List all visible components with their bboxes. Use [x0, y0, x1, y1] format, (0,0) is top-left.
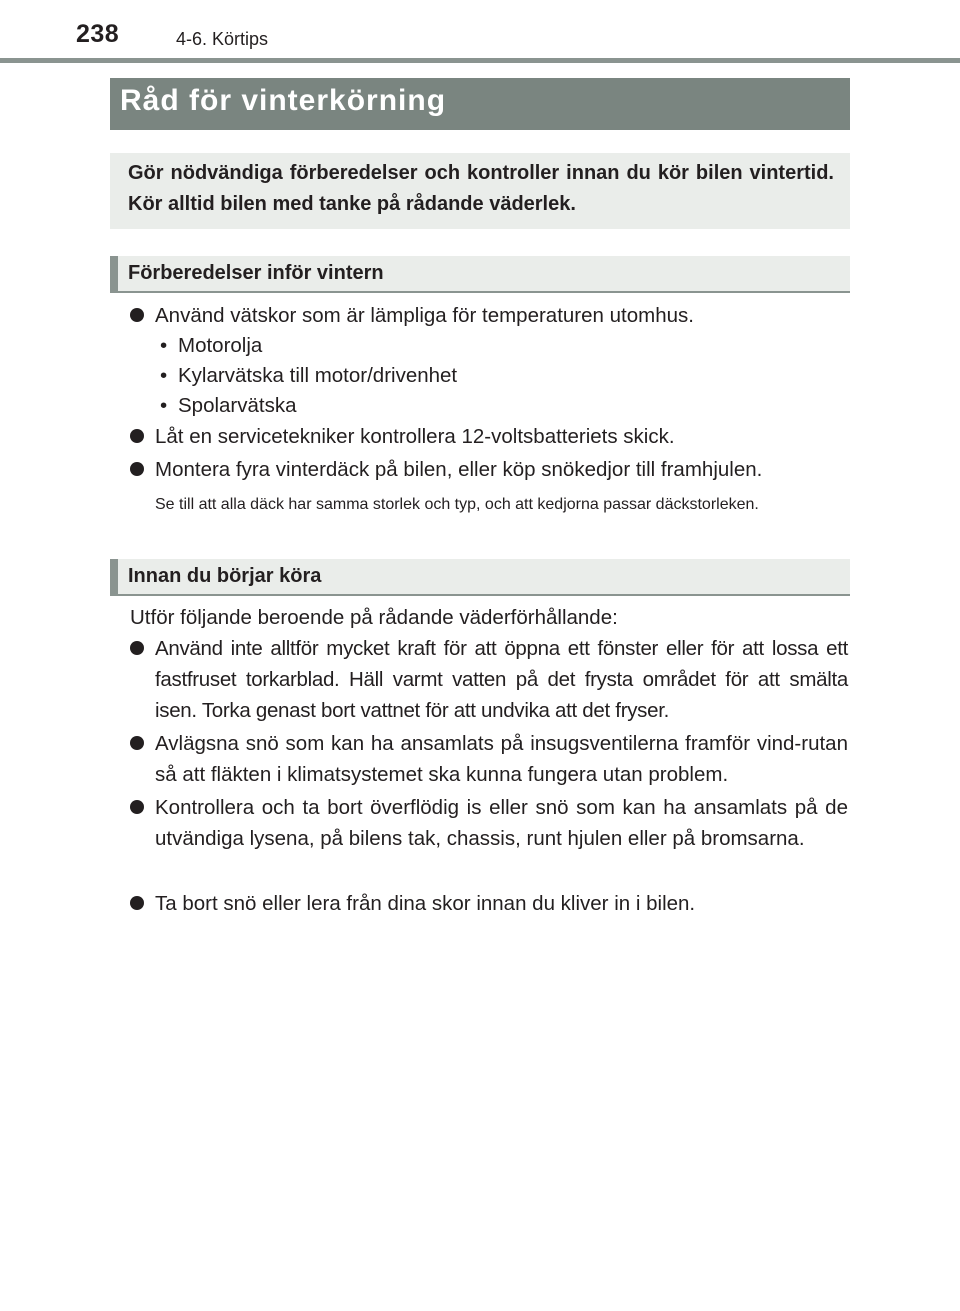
list-item-text: Kontrollera och ta bort överflödig is eller snö som kan ha ansamlats på de utvändiga lysena, på bilens tak, chassis, runt hjulen eller på bromsarna.	[155, 796, 848, 850]
bullet-dot-icon	[130, 896, 144, 910]
bullet-dot-icon	[130, 736, 144, 750]
sub-list-item-text: Motorolja	[178, 334, 263, 357]
sub-bullet-marker: •	[160, 334, 168, 357]
section-heading-text: Innan du börjar köra	[128, 565, 322, 587]
section-heading-preparations	[110, 256, 850, 293]
list-item-text: Använd vätskor som är lämpliga för temperaturen utomhus.	[155, 304, 694, 327]
bullet-dot-icon	[130, 429, 144, 443]
lead-text: Utför följande beroende på rådande väderförhållande:	[130, 606, 618, 629]
page-header	[0, 0, 960, 64]
sub-bullet-marker: •	[160, 394, 168, 417]
page-title: Råd för vinterkörning	[120, 84, 447, 117]
list-item-text: Ta bort snö eller lera från dina skor innan du kliver in i bilen.	[155, 892, 696, 915]
page-title-bar	[110, 78, 850, 130]
section-reference: 4-6. Körtips	[176, 29, 269, 49]
section-heading-before-driving	[110, 559, 850, 596]
bullet-dot-icon	[130, 641, 144, 655]
list-item-text: Montera fyra vinterdäck på bilen, eller köp snökedjor till framhjulen.	[155, 458, 763, 481]
section-heading-text: Förberedelser inför vintern	[128, 262, 384, 284]
bullet-dot-icon	[130, 800, 144, 814]
list-item-text: Avlägsna snö som kan ha ansamlats på insugsventilerna framför vind-rutan så att fläkten i klimatsystemet ska kunna fungera utan problem.	[155, 732, 848, 786]
intro-text: Gör nödvändiga förberedelser och kontroller innan du kör bilen vintertid. Kör alltid bilen med tanke på rådande väderlek.	[128, 162, 834, 215]
sub-list-item-text: Kylarvätska till motor/drivenhet	[178, 364, 458, 387]
page-number: 238	[76, 20, 120, 48]
note-text: Se till att alla däck har samma storlek och typ, och att kedjorna passar däckstorleken.	[155, 496, 759, 513]
header-rule	[0, 58, 960, 63]
bullet-dot-icon	[130, 462, 144, 476]
sub-bullet-marker: •	[160, 364, 168, 387]
bullet-dot-icon	[130, 308, 144, 322]
list-item-text: Låt en servicetekniker kontrollera 12-voltsbatteriets skick.	[155, 425, 675, 448]
list-item-text: Använd inte alltför mycket kraft för att öppna ett fönster eller för att lossa ett fastfruset torkarblad. Häll varmt vatten på det frysta området för att smälta isen. Torka genast bort vattnet för att undvika att det fryser.	[155, 637, 848, 722]
sub-list-item-text: Spolarvätska	[178, 394, 297, 417]
intro-box	[110, 153, 850, 229]
